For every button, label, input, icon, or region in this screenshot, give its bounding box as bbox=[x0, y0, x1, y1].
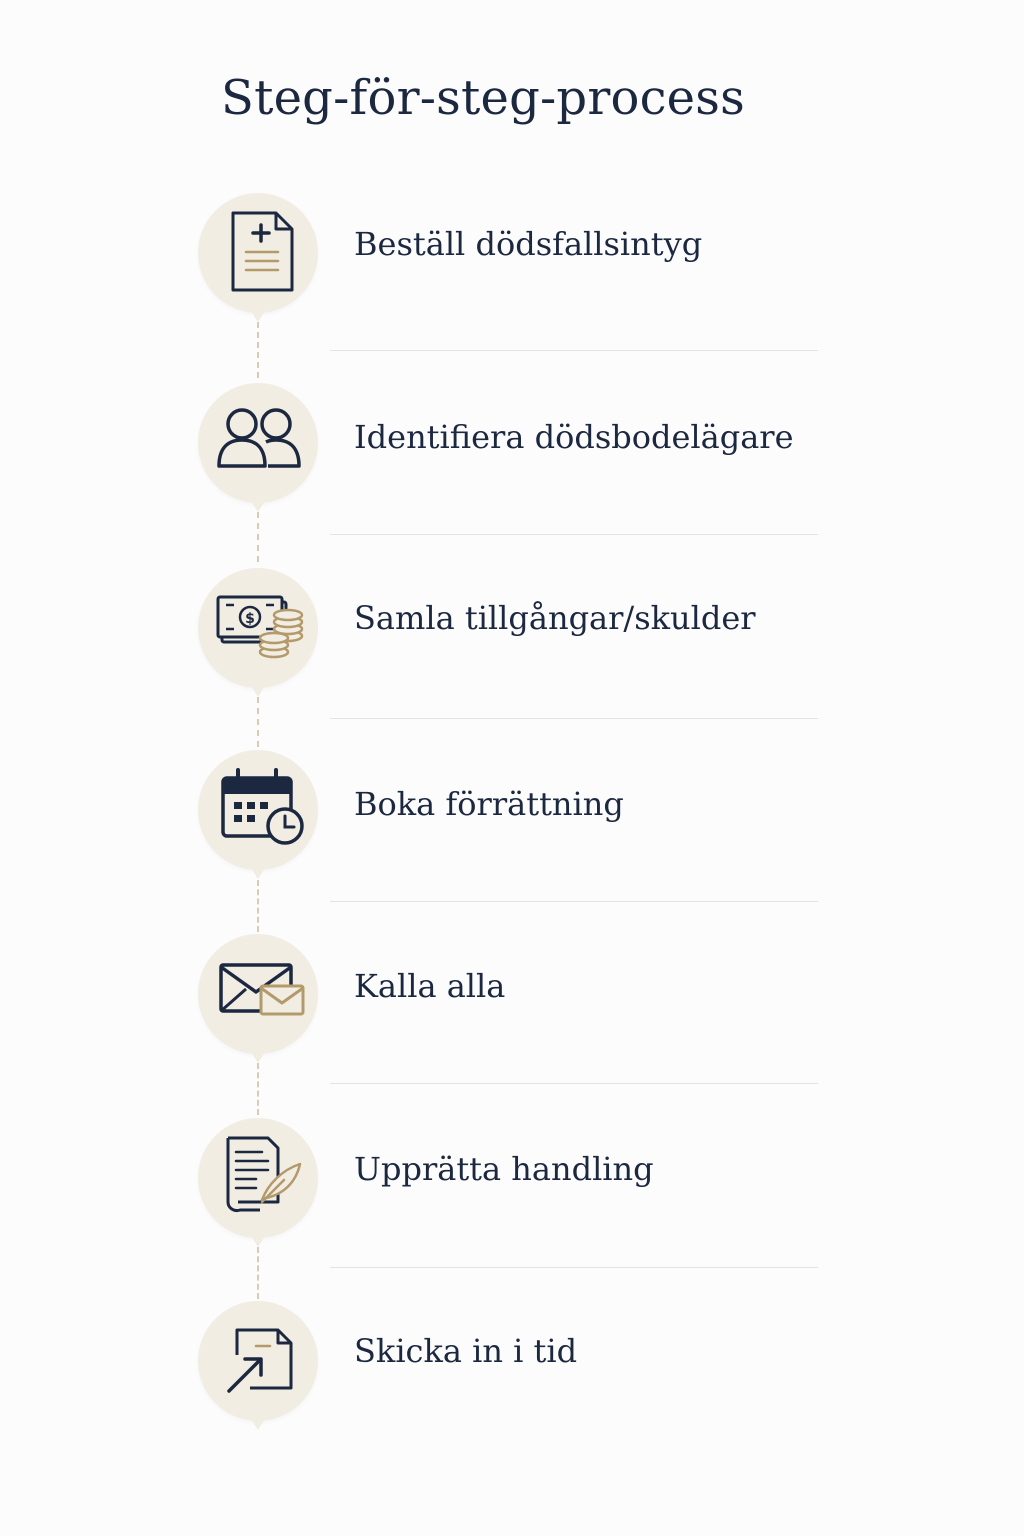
envelopes-icon bbox=[198, 934, 318, 1054]
connector-line bbox=[257, 1063, 259, 1115]
step-icon-circle bbox=[198, 383, 318, 503]
step-label: Upprätta handling bbox=[354, 1150, 654, 1188]
divider bbox=[330, 1083, 818, 1084]
step-icon-circle bbox=[198, 750, 318, 870]
document-send-icon bbox=[198, 1301, 318, 1421]
step-icon-circle bbox=[198, 1301, 318, 1421]
money-coins-icon bbox=[198, 568, 318, 688]
page-title: Steg-för-steg-process bbox=[221, 70, 745, 126]
step-label: Identifiera dödsbodelägare bbox=[354, 418, 794, 456]
step-icon-circle bbox=[198, 193, 318, 313]
step-label: Kalla alla bbox=[354, 967, 506, 1005]
divider bbox=[330, 1267, 818, 1268]
step-label: Boka förrättning bbox=[354, 785, 624, 823]
divider bbox=[330, 350, 818, 351]
document-quill-icon bbox=[198, 1118, 318, 1238]
step-icon-circle bbox=[198, 568, 318, 688]
connector-line bbox=[257, 1247, 259, 1299]
divider bbox=[330, 718, 818, 719]
connector-line bbox=[257, 512, 259, 562]
divider bbox=[330, 534, 818, 535]
step-label: Beställ dödsfallsintyg bbox=[354, 225, 703, 263]
svg-text:$: $ bbox=[245, 611, 255, 627]
step-icon-circle bbox=[198, 934, 318, 1054]
calendar-clock-icon bbox=[198, 750, 318, 870]
step-label: Samla tillgångar/skulder bbox=[354, 599, 756, 637]
medical-certificate-icon bbox=[198, 193, 318, 313]
divider bbox=[330, 901, 818, 902]
people-icon bbox=[198, 383, 318, 503]
connector-line bbox=[257, 697, 259, 747]
connector-line bbox=[257, 322, 259, 378]
connector-line bbox=[257, 880, 259, 932]
step-label: Skicka in i tid bbox=[354, 1332, 578, 1370]
step-icon-circle bbox=[198, 1118, 318, 1238]
